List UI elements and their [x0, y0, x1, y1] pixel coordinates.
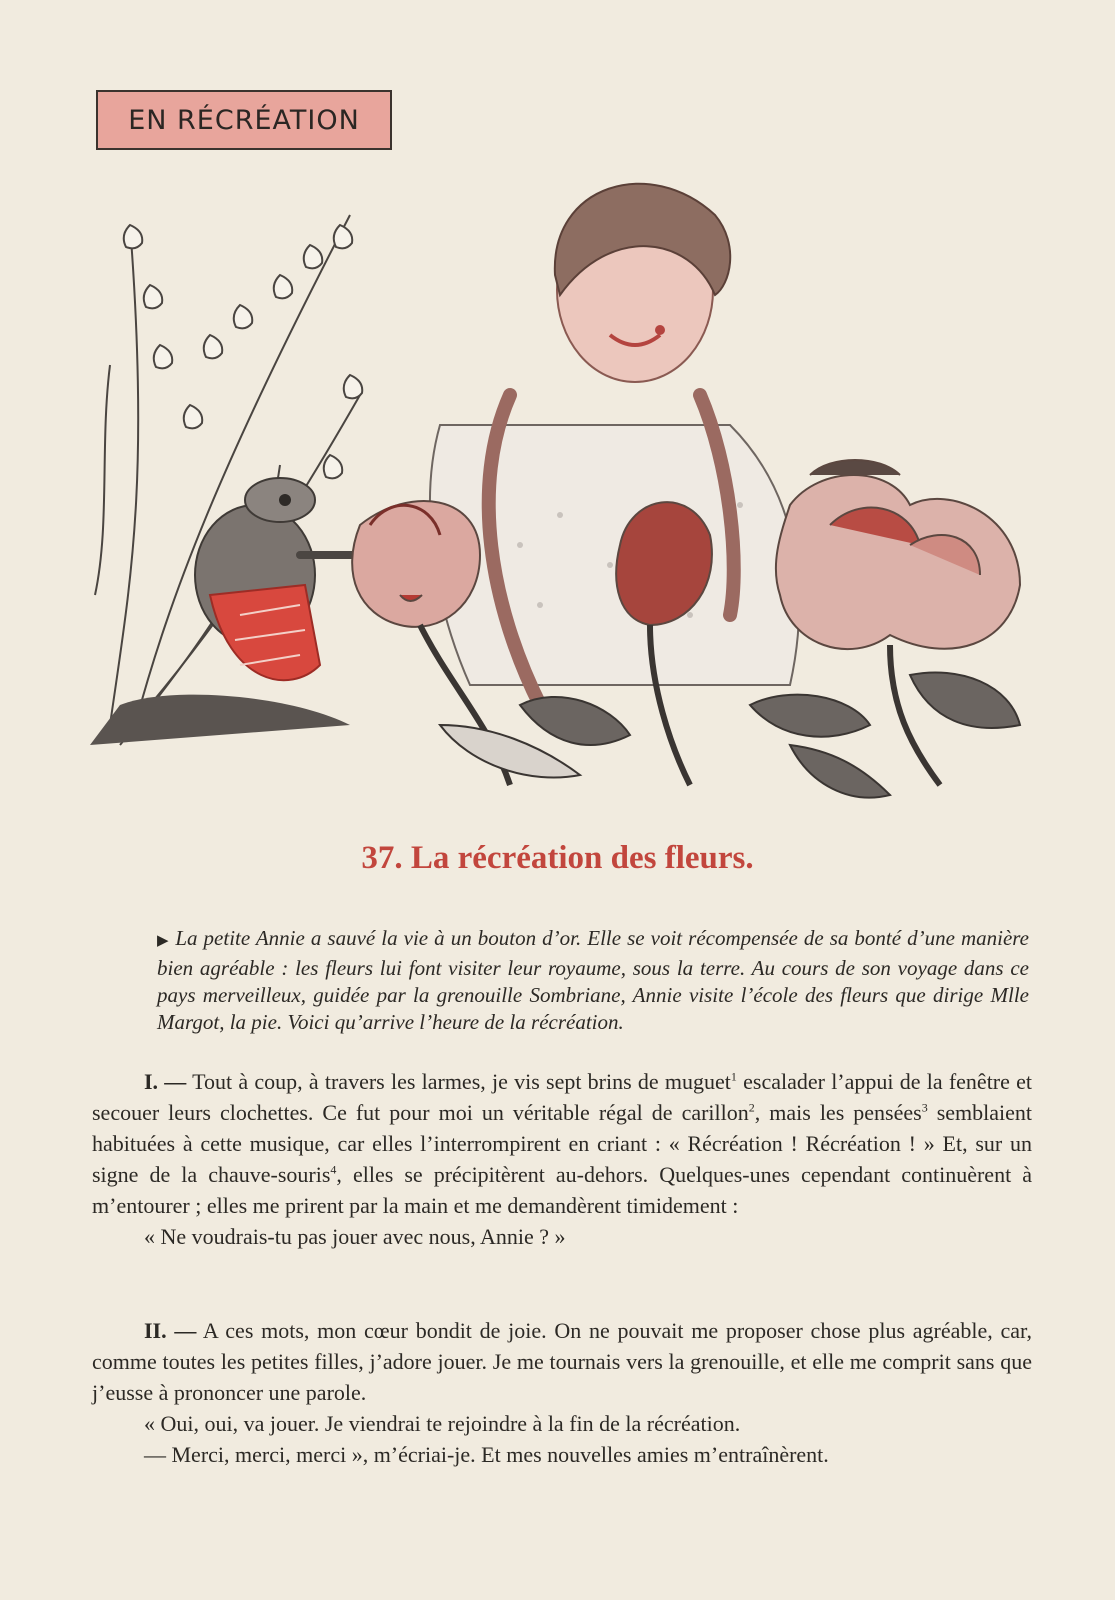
chapter-illustration [90, 165, 1050, 815]
paragraph-text: Tout à coup, à travers les larmes, je vis sept brins de muguet [186, 1069, 731, 1094]
part-number: II. — [144, 1318, 197, 1343]
chapter-title: 37. La récréation des fleurs. [361, 840, 754, 876]
paragraph [92, 1315, 1032, 1408]
paragraph-text: , mais les pensées [754, 1100, 922, 1125]
part-number: I. — [144, 1069, 187, 1094]
paragraph-text: A ces mots, mon cœur bondit de joie. On ne pouvait me proposer chose plus agréable, car, comme toutes les petites filles, j’adore jouer. Je me tournais vers la grenouille, et elle me comprit sans que j’eusse à prononcer une parole. [92, 1318, 1032, 1405]
story-part-1 [92, 1066, 1032, 1252]
dialog-line: « Oui, oui, va jouer. Je viendrai te rejoindre à la fin de la récréation. [144, 1411, 741, 1436]
chapter-intro [157, 925, 1029, 1036]
section-banner [96, 90, 392, 150]
lily-of-the-valley-drawing [95, 215, 362, 745]
triangle-marker-icon: ▶ [157, 933, 170, 949]
footnote-ref: 1 [730, 1069, 737, 1084]
footnote-ref: 4 [330, 1162, 337, 1177]
dialog-line: — Merci, merci, merci », m’écriai-je. Et mes nouvelles amies m’entraînèrent. [144, 1442, 829, 1467]
paragraph-text: escalader l’appui de la fenêtre et secouer leurs clochettes. Ce fut pour moi un véritable régal de carillon [92, 1069, 1033, 1125]
section-label: EN RÉCRÉATION [128, 104, 360, 136]
intro-text: La petite Annie a sauvé la vie à un bouton d’or. Elle se voit récompensée de sa bonté d’une manière bien agréable : les fleurs lui font visiter leur royaume, sous la terre. Au cours de son voyage dans ce pays merveilleux, guidée par la grenouille Sombriane, Annie visite l’école des fleurs que dirige Mlle Margot, la pie. Voici qu’arrive l’heure de la récréation. [157, 926, 1029, 1034]
footnote-ref: 2 [748, 1100, 755, 1115]
footnote-ref: 3 [921, 1100, 928, 1115]
girl-drawing [430, 184, 799, 705]
story-part-2 [92, 1315, 1032, 1470]
dialog-line: « Ne voudrais-tu pas jouer avec nous, Annie ? » [144, 1224, 566, 1249]
paragraph-text: , elles se précipitèrent au-dehors. Quelques-unes cependant continuèrent à m’entourer ; elles me prirent par la main et me demandèrent timidement : [92, 1162, 1033, 1218]
paragraph [92, 1066, 1032, 1221]
frog-drawing [90, 478, 375, 745]
paragraph-text: semblaient habituées à cette musique, car elles l’interrompirent en criant : « Récréation ! Récréation ! » Et, sur un signe de la chauve-souris [92, 1100, 1032, 1187]
